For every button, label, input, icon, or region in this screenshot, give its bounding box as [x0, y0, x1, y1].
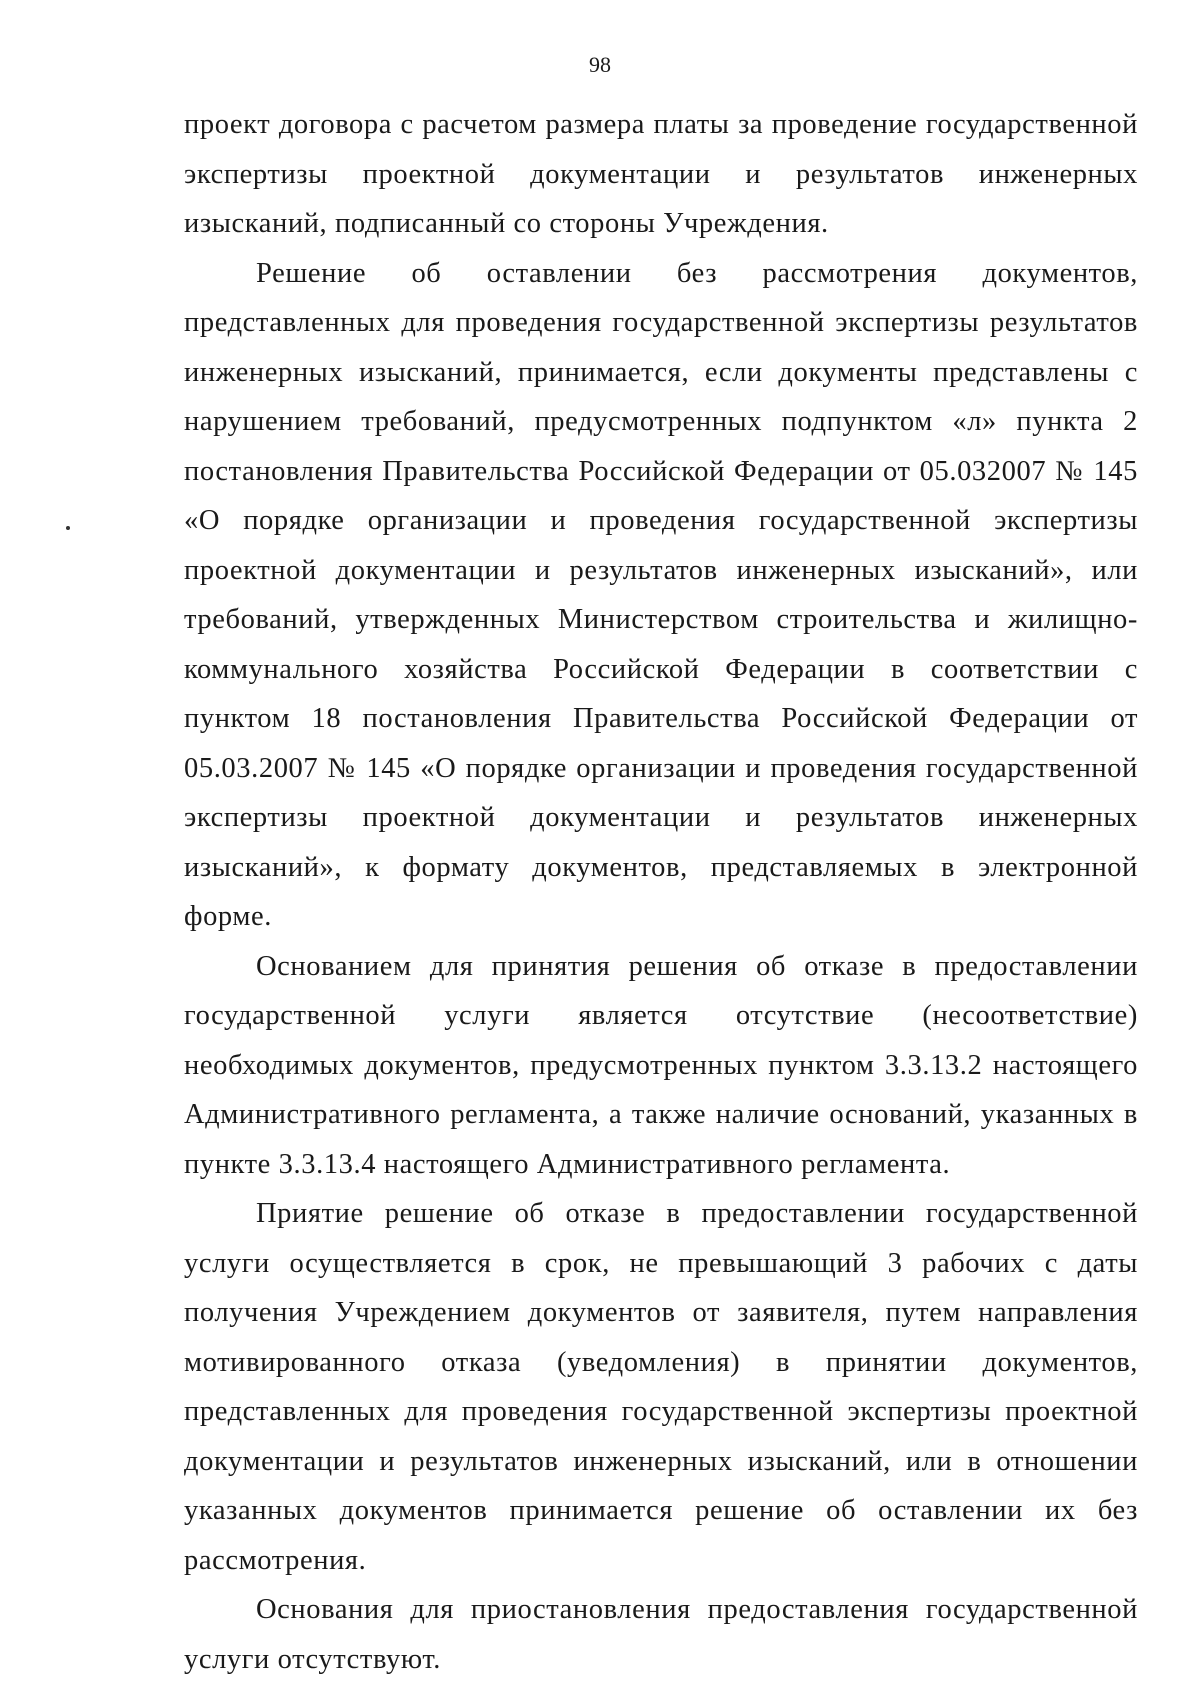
paragraph-dismissal-decision: Решение об оставлении без рассмотрения документов, представленных для проведения государственной экспертизы результатов инженерных изысканий, принимается, если документы представлены с нарушением требований, предусмотренных подпунктом «л» пункта 2 постановления Правительства Российской Федерации от 05.032007 № 145 «О порядке организации и проведения государственной экспертизы проектной документации и результатов инженерных изысканий», или требований, утвержденных Министерством строительства и жилищно-коммунального хозяйства Российской Федерации в соответствии с пунктом 18 постановления Правительства Российской Федерации от 05.03.2007 № 145 «О порядке организации и проведения государственной экспертизы проектной документации и результатов инженерных изысканий», к формату документов, представляемых в электронной форме. — [184, 257, 1138, 932]
paragraph-refusal-timing: Приятие решение об отказе в предоставлении государственной услуги осуществляется в срок, не превышающий 3 рабочих с даты получения Учреждением документов от заявителя, путем направления мотивированного отказа (уведомления) в принятии документов, представленных для проведения государственной экспертизы проектной документации и результатов инженерных изысканий, или в отношении указанных документов принимается решение об оставлении их без рассмотрения. — [184, 1198, 1138, 1576]
paragraph-continuation: проект договора с расчетом размера платы за проведение государственной экспертизы проектной документации и результатов инженерных изысканий, подписанный со стороны Учреждения. — [184, 109, 1138, 239]
page-body — [184, 100, 1138, 1684]
margin-dot — [66, 526, 70, 530]
page-number: 98 — [589, 52, 611, 77]
paragraph-suspension-grounds: Основания для приостановления предоставления государственной услуги отсутствуют. — [184, 1594, 1138, 1675]
paragraph-refusal-grounds: Основанием для принятия решения об отказе в предоставлении государственной услуги является отсутствие (несоответствие) необходимых документов, предусмотренных пунктом 3.3.13.2 настоящего Административного регламента, а также наличие оснований, указанных в пункте 3.3.13.4 настоящего Административного регламента. — [184, 950, 1138, 1180]
